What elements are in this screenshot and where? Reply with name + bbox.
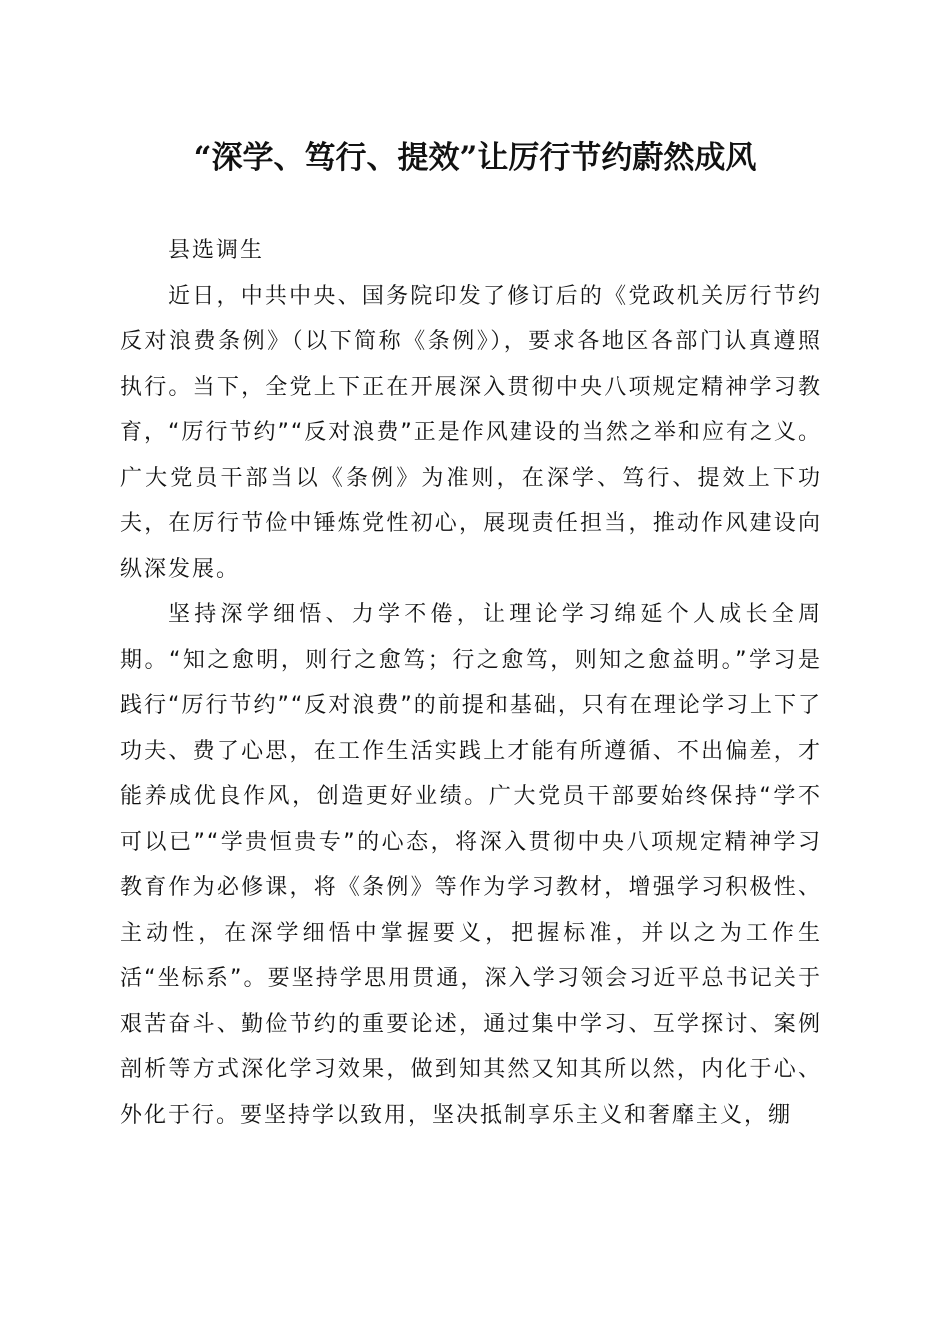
document-title: “深学、笃行、提效”让厉行节约蔚然成风 [193,140,757,176]
document-body [120,228,822,1138]
paragraph-2: 坚持深学细悟、力学不倦，让理论学习绵延个人成长全周期。“知之愈明，则行之愈笃；行之愈笃，则知之愈益明。”学习是践行“厉行节约”“反对浪费”的前提和基础，只有在理论学习上下了功夫、费了心思，在工作生活实践上才能有所遵循、不出偏差，才能养成优良作风，创造更好业绩。广大党员干部要始终保持“学不可以已”“学贵恒贵专”的心态，将深入贯彻中央八项规定精神学习教育作为必修课，将《条例》等作为学习教材，增强学习积极性、主动性，在深学细悟中掌握要义，把握标准，并以之为工作生活“坐标系”。要坚持学思用贯通，深入学习领会习近平总书记关于艰苦奋斗、勤俭节约的重要论述，通过集中学习、互学探讨、案例剖析等方式深化学习效果，做到知其然又知其所以然，内化于心、外化于行。要坚持学以致用，坚决抵制享乐主义和奢靡主义，绷 [120,602,822,1128]
author-line: 县选调生 [168,238,265,263]
paragraph-1: 近日，中共中央、国务院印发了修订后的《党政机关厉行节约反对浪费条例》（以下简称《条例》），要求各地区各部门认真遵照执行。当下，全党上下正在开展深入贯彻中央八项规定精神学习教育，“厉行节约”“反对浪费”正是作风建设的当然之举和应有之义。广大党员干部当以《条例》为准则，在深学、笃行、提效上下功夫，在厉行节俭中锤炼党性初心，展现责任担当，推动作风建设向纵深发展。 [120,283,822,582]
